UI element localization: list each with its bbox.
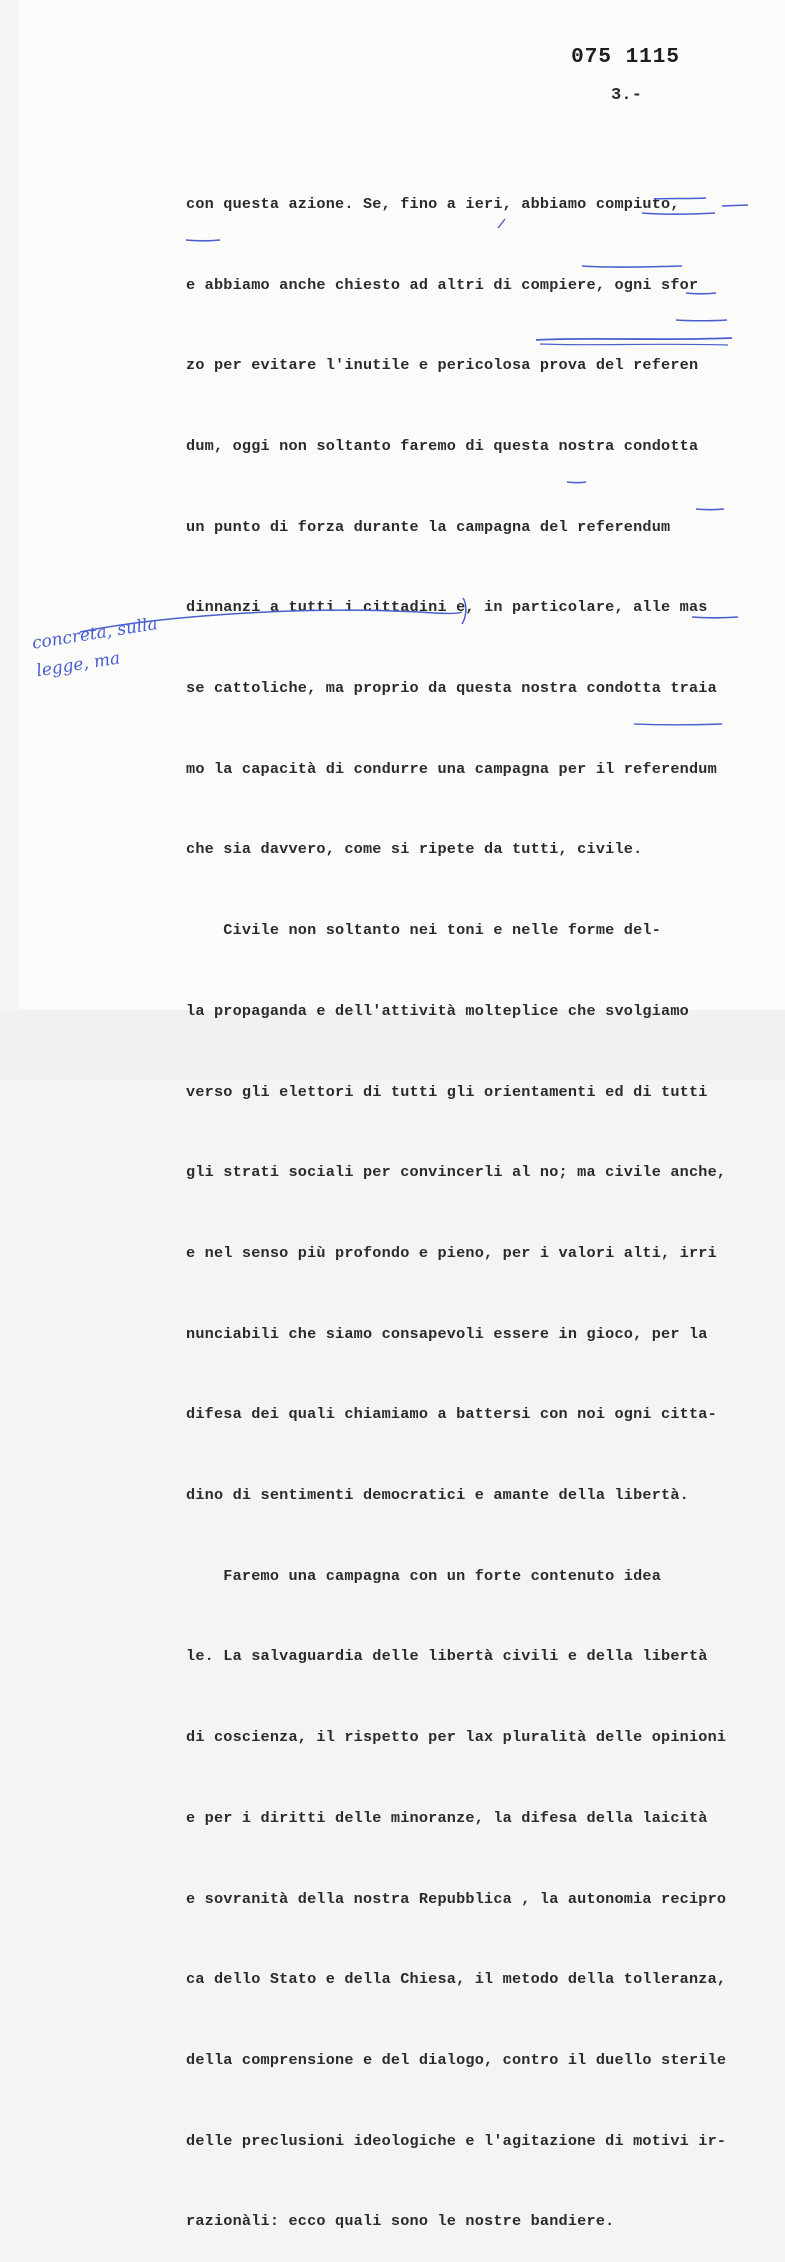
text-line: nunciabili che siamo consapevoli essere in gioco, per la (186, 1324, 708, 1343)
handwritten-line: concreta, sulla (30, 614, 160, 654)
text-line: le. La salvaguardia delle libertà civili e della libertà (186, 1647, 708, 1666)
text-line: la propaganda e dell'attività molteplice che svolgiamo (186, 1001, 689, 1020)
text-line: dino di sentimenti democratici e amante della libertà. (186, 1486, 689, 1505)
page-number: 3.- (611, 86, 643, 105)
text-line: con questa azione. Se, fino a ieri, abbiamo compiuto, (186, 194, 680, 213)
text-line: delle preclusioni ideologiche e l'agitazione di motivi ir- (186, 2131, 727, 2150)
text-line: Faremo una campagna con un forte contenuto idea (186, 1566, 662, 1585)
text-line: gli strati sociali per convincerli al no; ma civile anche, (186, 1163, 727, 1182)
text-line: e abbiamo anche chiesto ad altri di compiere, ogni sfor (186, 275, 699, 294)
text-line: dinnanzi a tutti i cittadini e, in particolare, alle mas (186, 598, 708, 617)
text-line: che sia davvero, come si ripete da tutti, civile. (186, 840, 643, 859)
text-line: mo la capacità di condurre una campagna per il referendum (186, 759, 717, 778)
text-line: dum, oggi non soltanto faremo di questa nostra condotta (186, 436, 699, 455)
text-line: Civile non soltanto nei toni e nelle forme del- (186, 921, 662, 940)
text-line: razionàli: ecco quali sono le nostre bandiere. (186, 2212, 615, 2231)
text-line: se cattoliche, ma proprio da questa nostra condotta traia (186, 679, 717, 698)
text-line: e nel senso più profondo e pieno, per i valori alti, irri (186, 1243, 717, 1262)
text-line: difesa dei quali chiamiamo a battersi con noi ogni citta- (186, 1405, 717, 1424)
text-line: un punto di forza durante la campagna del referendum (186, 517, 671, 536)
text-line: zo per evitare l'inutile e pericolosa prova del referen (186, 356, 699, 375)
text-line: e per i diritti delle minoranze, la difesa della laicità (186, 1808, 708, 1827)
typed-body (186, 137, 746, 2262)
text-line: e sovranità della nostra Repubblica , la autonomia recipro (186, 1889, 727, 1908)
text-line: verso gli elettori di tutti gli orientamenti ed di tutti (186, 1082, 708, 1101)
text-line: della comprensione e del dialogo, contro il duello sterile (186, 2050, 727, 2069)
document-number: 075 1115 (571, 46, 680, 69)
handwritten-line: legge, ma (35, 648, 122, 682)
text-line: di coscienza, il rispetto per lax pluralità delle opinioni (186, 1728, 727, 1747)
text-line: ca dello Stato e della Chiesa, il metodo della tolleranza, (186, 1970, 727, 1989)
